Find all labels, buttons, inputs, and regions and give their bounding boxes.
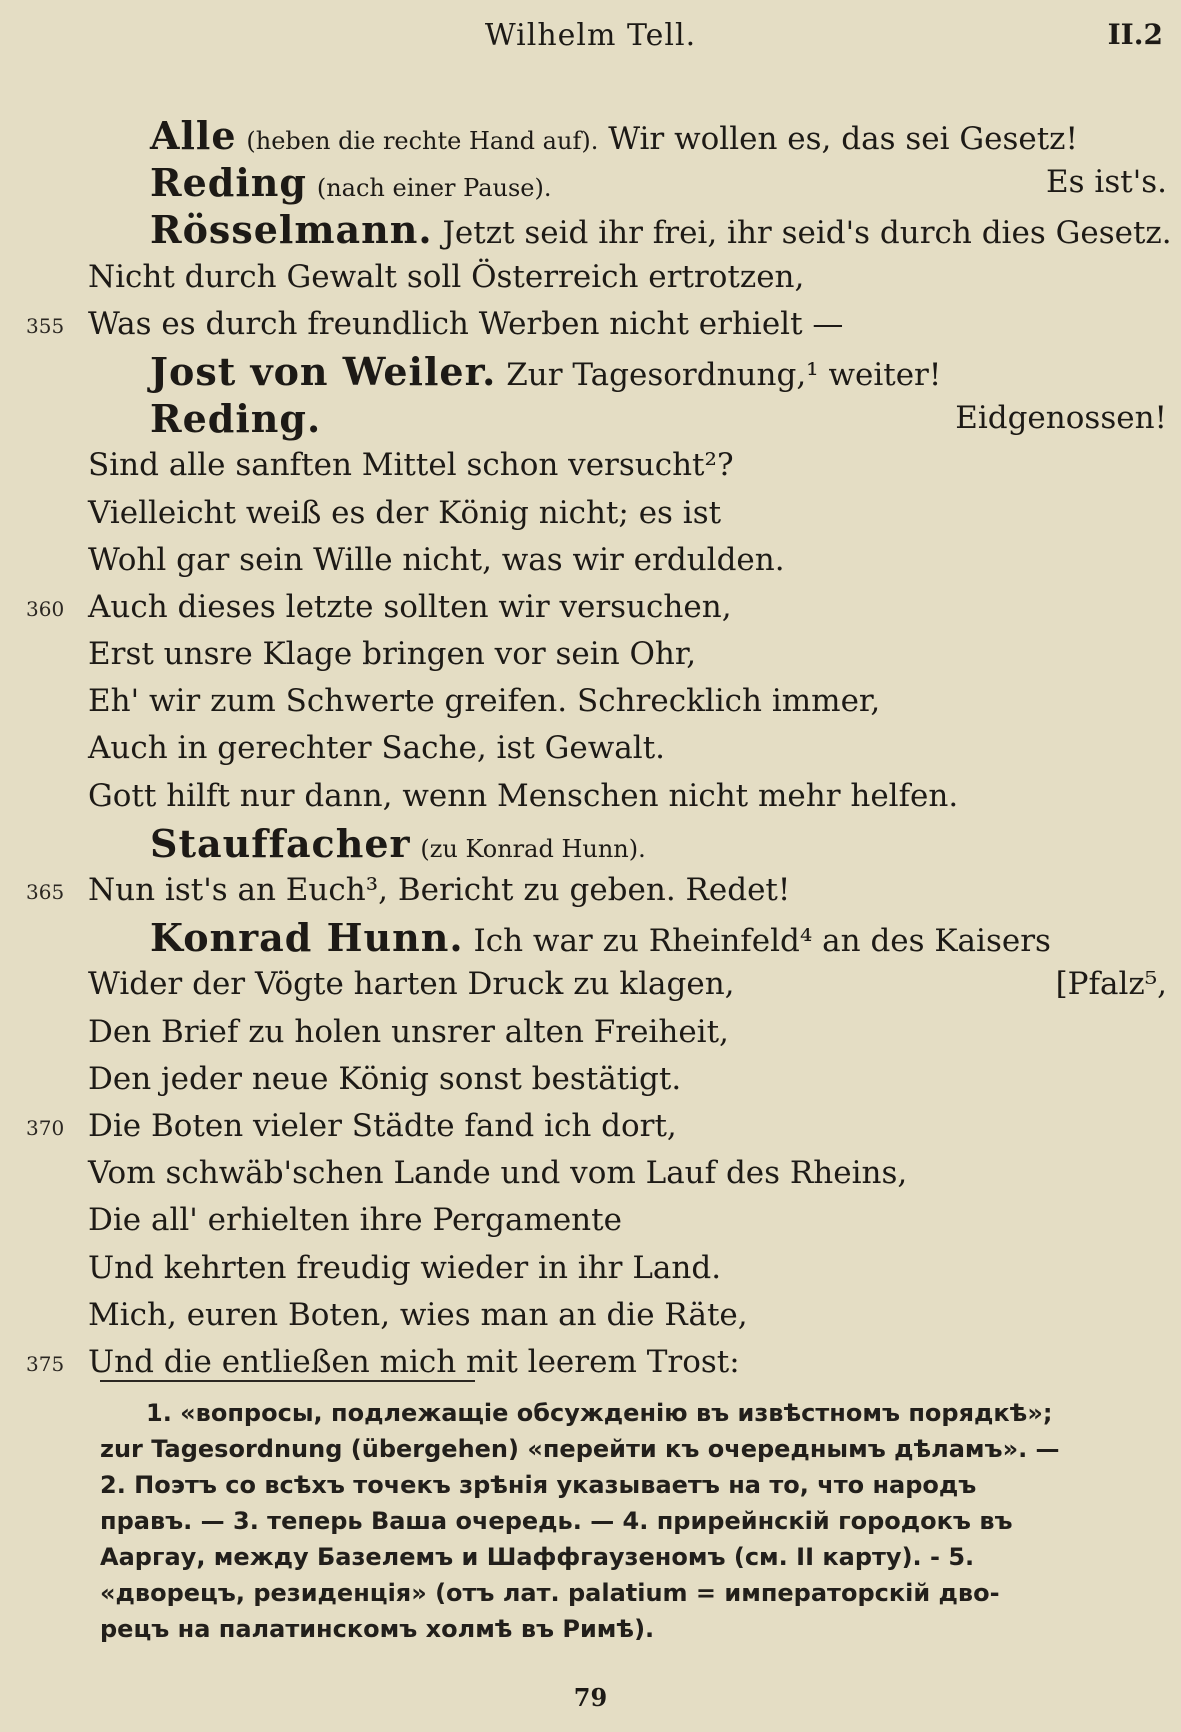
line-content bbox=[88, 1197, 622, 1244]
stage-direction: (nach einer Pause). bbox=[316, 174, 552, 203]
verse-text: Erst unsre Klage bringen vor sein Ohr, bbox=[88, 636, 697, 673]
verse-text: Die Boten vieler Städte fand ich dort, bbox=[88, 1107, 677, 1144]
verse-line bbox=[0, 159, 1181, 206]
verse-line bbox=[0, 301, 1181, 348]
verse-line bbox=[0, 1103, 1181, 1150]
stage-direction: (zu Konrad Hunn). bbox=[420, 834, 646, 863]
line-content bbox=[88, 1292, 748, 1339]
verse-line bbox=[0, 442, 1181, 489]
footnote-line: zur Tagesordnung (übergehen) «перейти къ очереднымъ дѣламъ». — bbox=[100, 1435, 1060, 1463]
right-aligned-text: Es ist's. bbox=[1046, 164, 1167, 201]
speaker-name: Stauffacher bbox=[150, 820, 411, 866]
line-content bbox=[88, 537, 785, 584]
verse-line bbox=[0, 773, 1181, 820]
speaker-name: Rösselmann. bbox=[150, 207, 433, 253]
line-number: 360 bbox=[26, 596, 65, 621]
verse-line bbox=[0, 348, 1181, 395]
verse-line bbox=[0, 490, 1181, 537]
footnote-line: «дворецъ, резиденція» (отъ лат. palatium = императорскій дво- bbox=[100, 1579, 1000, 1607]
verse-text: Eh' wir zum Schwerte greifen. Schrecklich immer, bbox=[88, 683, 881, 720]
line-content bbox=[150, 206, 1172, 257]
line-content bbox=[88, 301, 843, 348]
line-content bbox=[88, 961, 735, 1008]
footnote-line: 2. Поэтъ со всѣхъ точекъ зрѣнія указываетъ на то, что народъ bbox=[100, 1471, 977, 1499]
verse-text: Nun ist's an Euch³, Bericht zu geben. Redet! bbox=[88, 872, 791, 908]
verse-line bbox=[0, 914, 1181, 961]
verse-text: Auch in gerechter Sache, ist Gewalt. bbox=[88, 730, 666, 767]
right-aligned-text: [Pfalz⁵, bbox=[1055, 966, 1167, 1003]
verse-line bbox=[0, 1339, 1181, 1386]
line-content bbox=[88, 1150, 907, 1197]
verse-line bbox=[0, 254, 1181, 301]
act-scene-marker: II.2 bbox=[1107, 18, 1163, 51]
line-content bbox=[88, 490, 721, 537]
line-content bbox=[88, 1339, 740, 1386]
verse-text: Und die entließen mich mit leerem Trost: bbox=[88, 1343, 740, 1380]
verse-text: Gott hilft nur dann, wenn Menschen nicht mehr helfen. bbox=[88, 777, 959, 814]
verse-text: Nicht durch Gewalt soll Österreich ertrotzen, bbox=[88, 258, 805, 295]
speaker-name: Reding. bbox=[150, 396, 322, 442]
verse-text: Und kehrten freudig wieder in ihr Land. bbox=[88, 1249, 722, 1286]
speaker-name: Jost von Weiler. bbox=[150, 348, 497, 394]
verse-line bbox=[0, 1292, 1181, 1339]
verse-line bbox=[0, 631, 1181, 678]
verse-line bbox=[0, 1150, 1181, 1197]
verse-line bbox=[0, 867, 1181, 914]
stage-direction: (heben die rechte Hand auf). bbox=[246, 127, 599, 155]
footnote-line: правъ. — 3. теперь Ваша очередь. — 4. прирейнскій городокъ въ bbox=[100, 1507, 1013, 1535]
verse-line bbox=[0, 820, 1181, 867]
line-content bbox=[88, 867, 790, 914]
line-number: 370 bbox=[26, 1115, 65, 1140]
line-content bbox=[88, 442, 734, 489]
footnote-divider bbox=[100, 1380, 475, 1382]
verse-text: Wir wollen es, das sei Gesetz! bbox=[608, 121, 1078, 157]
line-content bbox=[88, 631, 696, 678]
speaker-name: Reding bbox=[150, 160, 307, 206]
line-content bbox=[88, 1245, 721, 1292]
line-content bbox=[150, 159, 551, 212]
line-content bbox=[150, 112, 1078, 165]
line-content bbox=[88, 678, 880, 725]
verse-text: Ich war zu Rheinfeld⁴ an des Kaisers bbox=[473, 923, 1051, 960]
verse-line bbox=[0, 584, 1181, 631]
verse-line bbox=[0, 1197, 1181, 1244]
line-number: 355 bbox=[26, 313, 65, 338]
line-content bbox=[88, 584, 732, 631]
verse-line bbox=[0, 395, 1181, 442]
running-title: Wilhelm Tell. bbox=[484, 18, 697, 53]
right-aligned-text: Eidgenossen! bbox=[955, 400, 1167, 437]
line-content bbox=[88, 773, 958, 820]
verse-text: Mich, euren Boten, wies man an die Räte, bbox=[88, 1296, 748, 1333]
line-content bbox=[150, 348, 941, 399]
line-content bbox=[88, 1103, 677, 1150]
verse-text: Die all' erhielten ihre Pergamente bbox=[88, 1202, 622, 1239]
verse-text: Den Brief zu holen unsrer alten Freiheit, bbox=[88, 1013, 729, 1050]
line-content bbox=[88, 254, 804, 301]
footnote-line: рецъ на палатинскомъ холмѣ въ Римѣ). bbox=[100, 1615, 655, 1643]
line-number: 375 bbox=[26, 1351, 65, 1376]
verse-line bbox=[0, 678, 1181, 725]
verse-text: Wohl gar sein Wille nicht, was wir erdulden. bbox=[88, 541, 785, 578]
verse-text: Wider der Vögte harten Druck zu klagen, bbox=[88, 966, 735, 1003]
verse-text: Jetzt seid ihr frei, ihr seid's durch dies Gesetz. bbox=[442, 215, 1172, 252]
verse-text: Sind alle sanften Mittel schon versucht²? bbox=[88, 447, 734, 484]
speaker-name: Konrad Hunn. bbox=[150, 915, 464, 961]
footnote-line: Ааргау, между Базелемъ и Шаффгаузеномъ (см. II карту). - 5. bbox=[100, 1543, 975, 1571]
footnotes bbox=[100, 1395, 1175, 1647]
verse-line bbox=[0, 537, 1181, 584]
line-content bbox=[150, 820, 646, 873]
verse-line bbox=[0, 961, 1181, 1008]
line-number: 365 bbox=[26, 880, 65, 904]
verse-text: Den jeder neue König sonst bestätigt. bbox=[88, 1060, 682, 1097]
verse-line bbox=[0, 725, 1181, 772]
verse-text: Zur Tagesordnung,¹ weiter! bbox=[506, 356, 942, 393]
verse-line bbox=[0, 1009, 1181, 1056]
page-number: 79 bbox=[573, 1683, 608, 1712]
verse-line bbox=[0, 206, 1181, 253]
line-content bbox=[88, 725, 665, 772]
verse-line bbox=[0, 1245, 1181, 1292]
line-content bbox=[88, 1056, 681, 1103]
line-content bbox=[88, 1009, 729, 1056]
speaker-name: Alle bbox=[150, 113, 237, 158]
verse-line bbox=[0, 1056, 1181, 1103]
line-content bbox=[150, 395, 321, 446]
line-content bbox=[150, 914, 1051, 965]
footnote-line: 1. «вопросы, подлежащіе обсужденію въ извѣстномъ порядкѣ»; bbox=[146, 1399, 1053, 1427]
verse-text: Vielleicht weiß es der König nicht; es ist bbox=[88, 494, 722, 531]
verse-text: Auch dieses letzte sollten wir versuchen, bbox=[88, 588, 732, 625]
verse-text: Was es durch freundlich Werben nicht erhielt — bbox=[88, 305, 844, 342]
verse-text: Vom schwäb'schen Lande und vom Lauf des Rheins, bbox=[88, 1155, 908, 1192]
verse-lines bbox=[0, 112, 1181, 1386]
verse-line bbox=[0, 112, 1181, 159]
